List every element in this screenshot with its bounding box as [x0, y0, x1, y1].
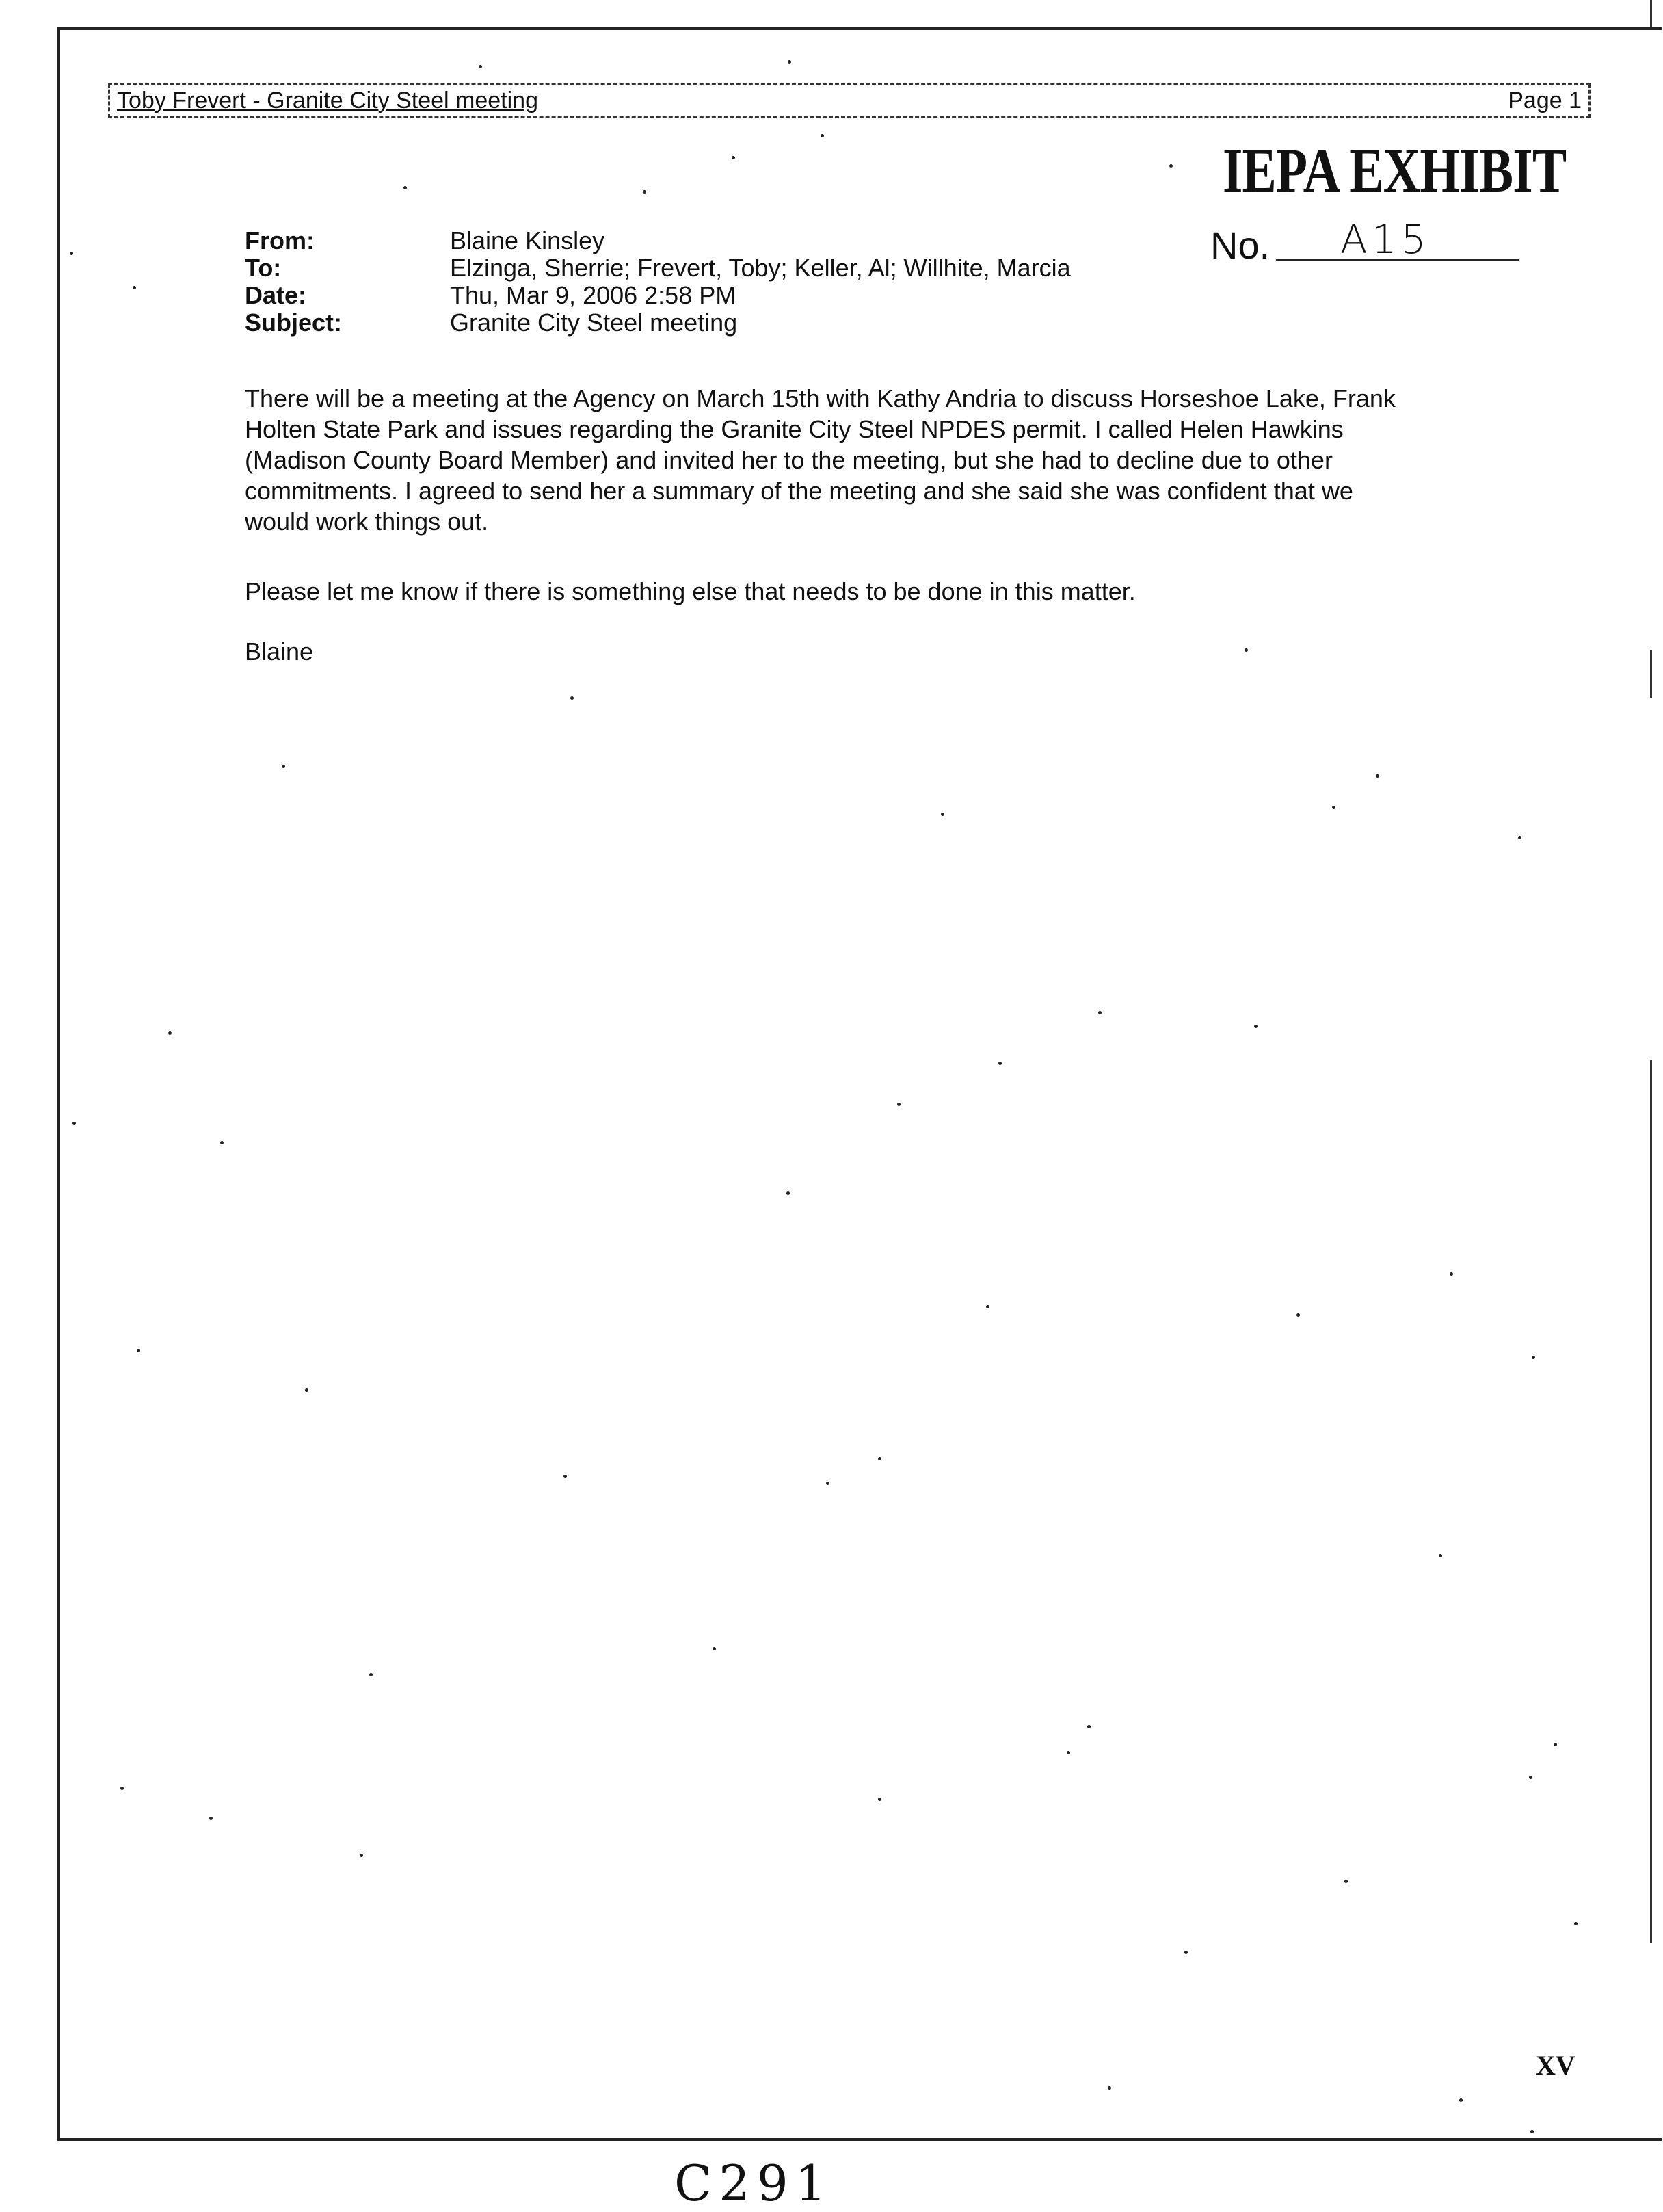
scan-speck [1087, 1725, 1091, 1728]
scan-speck [1108, 2086, 1111, 2090]
from-label: From: [245, 226, 315, 254]
scan-speck [168, 1031, 172, 1035]
scan-speck [360, 1854, 363, 1857]
scan-speck [1332, 806, 1335, 809]
scan-speck [1376, 774, 1379, 778]
scan-speck [878, 1798, 881, 1801]
scan-speck [998, 1062, 1002, 1065]
scan-speck [282, 765, 285, 768]
scan-speck [897, 1103, 901, 1106]
scan-speck [788, 60, 791, 64]
print-header-page: Page 1 [1508, 87, 1582, 114]
email-body-paragraph-2: Please let me know if there is something else that needs to be done in this matter. [245, 577, 1136, 605]
page-mark: XV [1536, 2050, 1575, 2081]
scan-speck [1169, 164, 1173, 168]
email-body-paragraph-1 [245, 383, 1476, 537]
subject-value: Granite City Steel meeting [450, 308, 738, 337]
scan-speck [732, 156, 735, 159]
scan-speck [1554, 1743, 1557, 1746]
email-body-line: Holten State Park and issues regarding the Granite City Steel NPDES permit. I called Helen Hawkins [245, 415, 1344, 443]
scan-speck [1067, 1751, 1070, 1754]
date-value: Thu, Mar 9, 2006 2:58 PM [450, 281, 736, 309]
scan-speck [1254, 1025, 1258, 1028]
scan-speck [479, 65, 482, 68]
page-frame-right-segment [1650, 0, 1652, 27]
to-value: Elzinga, Sherrie; Frevert, Toby; Keller, Al; Willhite, Marcia [450, 254, 1071, 282]
scan-speck [563, 1475, 567, 1478]
scan-speck [220, 1141, 224, 1144]
scan-speck [1344, 1880, 1348, 1883]
scan-speck [1459, 2098, 1463, 2102]
scan-speck [986, 1305, 989, 1308]
scan-speck [826, 1482, 829, 1485]
scan-speck [70, 252, 73, 255]
scan-speck [305, 1388, 308, 1392]
scan-speck [1098, 1011, 1102, 1014]
email-signature: Blaine [245, 637, 314, 666]
page-frame-top [57, 27, 1662, 30]
date-label: Date: [245, 281, 307, 309]
to-label: To: [245, 254, 282, 282]
scan-speck [1184, 1951, 1188, 1954]
scan-speck [1530, 2130, 1534, 2133]
scan-speck [941, 813, 944, 816]
scan-speck [570, 696, 574, 700]
print-header [108, 83, 1591, 118]
scan-speck [1450, 1272, 1453, 1276]
scan-speck [643, 190, 646, 194]
scan-speck [878, 1457, 881, 1460]
scan-speck [1532, 1356, 1535, 1359]
email-body-line: (Madison County Board Member) and invited her to the meeting, but she had to decline due to other [245, 446, 1333, 474]
scan-speck [133, 286, 136, 289]
handwritten-bates-number: C291 [674, 2155, 834, 2212]
print-header-title: Toby Frevert - Granite City Steel meeting [117, 87, 539, 114]
from-value: Blaine Kinsley [450, 226, 605, 254]
exhibit-stamp-title: IEPA EXHIBIT [1223, 135, 1567, 205]
scan-speck [1518, 836, 1521, 839]
email-body-line: would work things out. [245, 508, 489, 536]
scan-speck [713, 1647, 716, 1650]
scan-speck [369, 1673, 373, 1676]
email-body-line: There will be a meeting at the Agency on March 15th with Kathy Andria to discuss Horseshoe Lake, Frank [245, 384, 1396, 412]
page-frame-left [57, 27, 60, 2141]
email-body-line: commitments. I agreed to send her a summary of the meeting and she said she was confident that we [245, 477, 1353, 505]
scan-speck [120, 1787, 124, 1790]
scan-speck [1245, 648, 1248, 652]
exhibit-stamp-number: A15 [1340, 216, 1431, 263]
scan-speck [209, 1817, 213, 1820]
scan-speck [786, 1191, 790, 1195]
page-frame-right-segment [1650, 1060, 1652, 1943]
scan-speck [72, 1122, 76, 1125]
exhibit-stamp-no-label: No. [1210, 224, 1270, 267]
scan-speck [403, 186, 407, 189]
page-frame-bottom [60, 2138, 1662, 2141]
page-frame-right-segment [1650, 650, 1652, 698]
scan-speck [1296, 1313, 1300, 1317]
scan-speck [1574, 1922, 1578, 1925]
scan-speck [821, 134, 824, 137]
scan-speck [1529, 1776, 1532, 1779]
scan-speck [1439, 1554, 1442, 1557]
scan-speck [137, 1349, 140, 1352]
subject-label: Subject: [245, 308, 343, 337]
